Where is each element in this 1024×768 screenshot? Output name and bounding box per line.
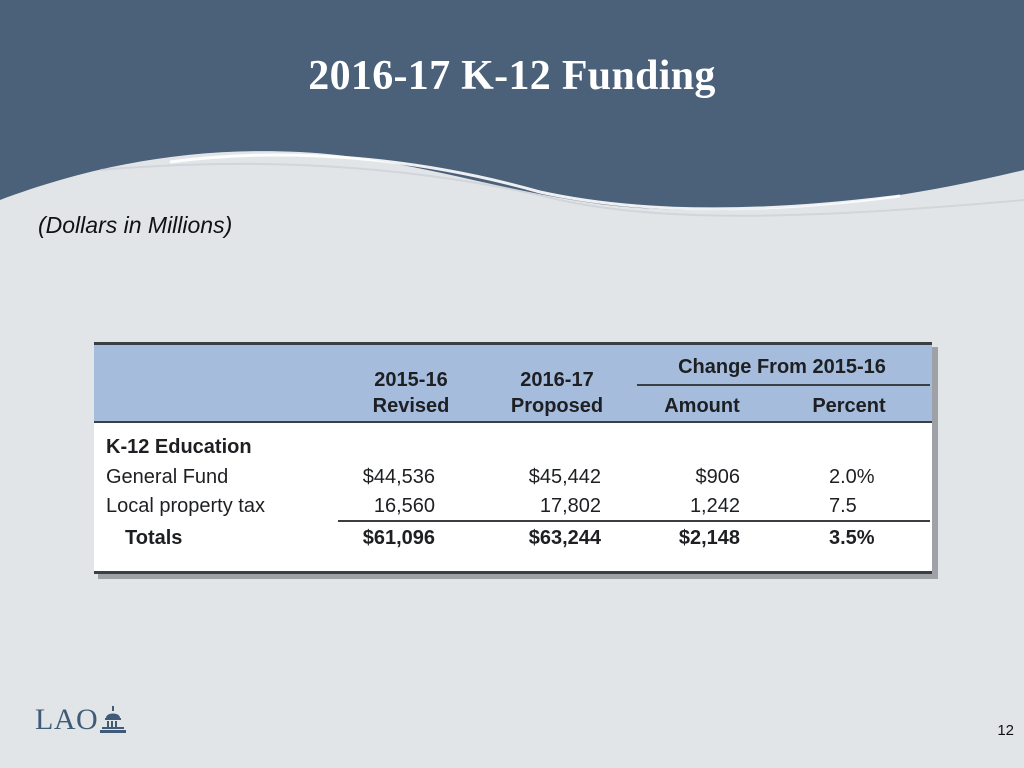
logo-text: LAO	[35, 703, 99, 736]
cell-totals-proposed: $63,244	[528, 527, 601, 549]
header-revised: Revised	[372, 395, 450, 417]
header-amount: Amount	[664, 395, 740, 417]
slide-header	[0, 0, 1024, 230]
row-label-totals: Totals	[125, 527, 183, 549]
header-proposed: Proposed	[510, 395, 604, 417]
units-note: (Dollars in Millions)	[38, 212, 233, 238]
cell-property-tax-percent: 7.5	[829, 495, 857, 517]
cell-property-tax-revised: 16,560	[373, 495, 435, 517]
cell-general-fund-amount: $906	[695, 466, 740, 488]
header-2016-17-proposed	[497, 367, 617, 419]
cell-totals-revised: $61,096	[362, 527, 435, 549]
cell-totals-percent: 3.5%	[829, 527, 875, 549]
cell-general-fund-revised: $44,536	[362, 466, 435, 488]
capitol-dome-icon	[99, 705, 127, 735]
change-group-rule	[637, 384, 930, 386]
header-2015-16-revised	[356, 367, 466, 419]
header-year-2015-16: 2015-16	[374, 369, 448, 391]
page-number: 12	[997, 722, 1014, 739]
row-label-general-fund: General Fund	[106, 466, 229, 488]
cell-general-fund-percent: 2.0%	[829, 466, 875, 488]
cell-property-tax-amount: 1,242	[689, 495, 740, 517]
lao-logo	[35, 702, 127, 738]
header-year-2016-17: 2016-17	[520, 369, 594, 391]
cell-general-fund-proposed: $45,442	[528, 466, 601, 488]
cell-totals-amount: $2,148	[678, 527, 740, 549]
slide-title: 2016-17 K-12 Funding	[308, 53, 716, 99]
row-label-local-property-tax: Local property tax	[106, 495, 265, 517]
header-wave-background	[0, 0, 1024, 230]
header-percent: Percent	[812, 395, 886, 417]
table-header	[94, 345, 932, 423]
funding-table	[94, 342, 932, 574]
cell-property-tax-proposed: 17,802	[539, 495, 601, 517]
header-change-group: Change From 2015-16	[678, 356, 886, 378]
section-label: K-12 Education	[106, 436, 252, 458]
totals-rule	[338, 520, 930, 522]
